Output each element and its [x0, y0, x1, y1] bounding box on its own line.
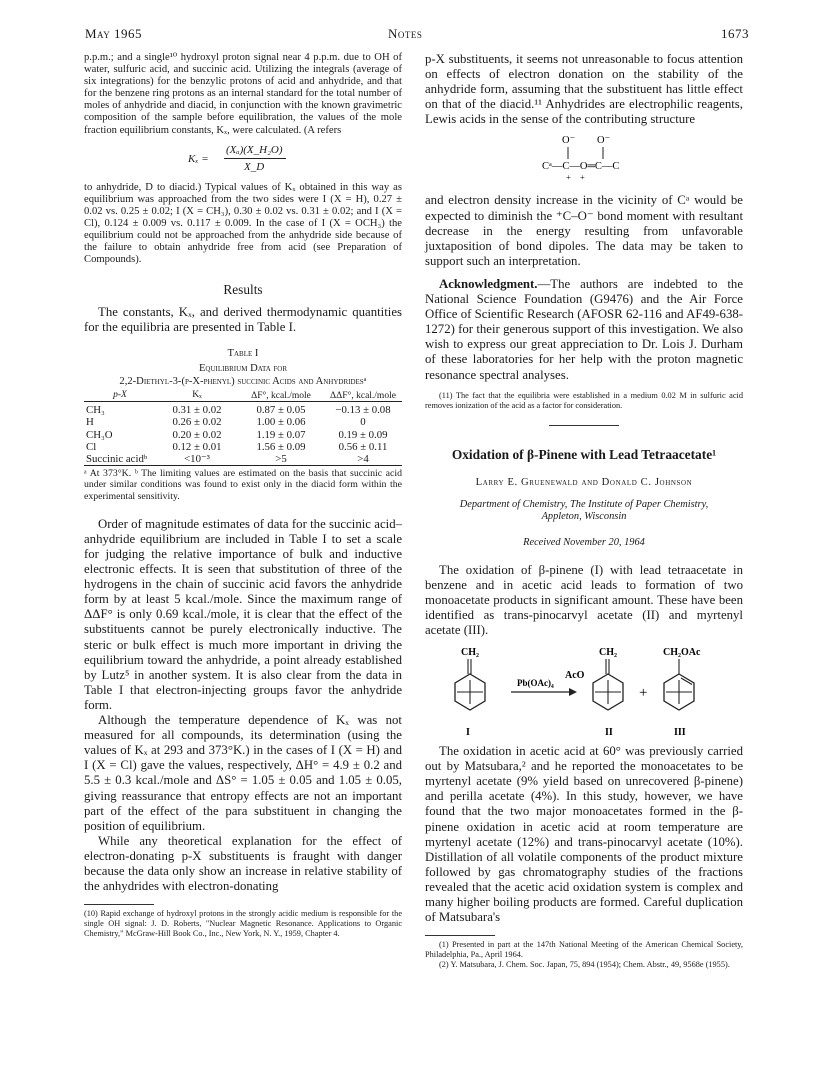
table-1 [84, 348, 402, 502]
right-paragraph-1: p-X substituents, it seems not unreasonable to focus attention on effects of electron donation on the stability of the anhydride form, assuming that the substituent has little effect on that of the diacid.¹¹ Anhydrides are electrophilic reagents, Lewis acids in the sense of the contributing structure [425, 52, 743, 127]
article-title: Oxidation of β-Pinene with Lead Tetraacetate¹ [451, 446, 717, 462]
table-1-grid [84, 389, 402, 468]
scheme-ch2-a: CH₂ [461, 647, 479, 659]
article-authors: Larry E. Gruenewald and Donald C. Johnson [475, 476, 693, 488]
left-paragraph-4: Order of magnitude estimates of data for the succinic acid–anhydride equilibrium are included in Table I to set a scale for judging the relative importance of bulk and inductive electronic effects. It is seen that substitution of three of the hydrogens in the chain of succinic acid favors the anhydride form by at least 5 kcal./mole. Since the maximum range of ΔΔF° is only 0.69 kcal./mole, it is clear that the effect of the substituents cannot be purely electronically inductive. The steric or bulk effect is much more important in driving the equilibrium toward the anhydride, a point already established by Lutz⁵ in another system. It is also clear from the data in Table I that electron-injecting groups favor the anhydride form. [84, 516, 402, 712]
right-column [425, 52, 743, 970]
contributing-structure-figure [425, 127, 743, 189]
left-paragraph-2: to anhydride, D to diacid.) Typical values of Kₓ obtained in this way as equilibrium was approached from the two sides were I (X = H), 0.27 ± 0.02 vs. 0.25 ± 0.02; I (X = CH₃), 0.30 ± 0.02 vs. 0.31 ± 0.02; and I (X = Cl), 0.124 ± 0.009 vs. 0.117 ± 0.009. In the case of I (X = OCH₃) the equilibrium could not be approached from the anhydride side because of the failure to obtain anhydride free from acid (see Preparation of Compounds). [84, 181, 402, 266]
table-header-cell: p-X [113, 390, 127, 400]
table-cell: 0.31 ± 0.02 [172, 404, 222, 417]
results-heading: Results [223, 282, 263, 298]
equation-denominator: X_D [244, 160, 265, 173]
table-header-cell: ΔF°, kcal./mole [251, 390, 311, 401]
table-row [84, 429, 402, 441]
received-date: Received November 20, 1964 [523, 536, 645, 548]
struct-plus-2: + [580, 172, 585, 183]
table-cell: CH₃ [86, 404, 105, 417]
scheme-label-ii: II [605, 727, 613, 739]
footnote-rule [84, 904, 154, 905]
table-row [84, 453, 402, 466]
struct-plus-1: + [566, 172, 571, 183]
right-paragraph-3: The oxidation of β-pinene (I) with lead tetraacetate in benzene and in acetic acid leads to formation of two monoacetate products in significant amount. These have been identified as trans-pinocarvyl acetate (II) and myrtenyl acetate (III). [425, 562, 743, 637]
struct-oxygen-1: O⁻ [562, 135, 576, 147]
table-cell: 1.00 ± 0.06 [256, 416, 306, 429]
reaction-scheme-figure [425, 642, 743, 742]
table-cell: 0.87 ± 0.05 [256, 404, 306, 417]
table-cell: <10⁻³ [184, 453, 210, 466]
fraction-bar [224, 158, 286, 159]
table-cell: 0.12 ± 0.01 [172, 440, 222, 453]
table-cell: 1.19 ± 0.07 [256, 428, 306, 441]
equation-lhs: Kₓ = [188, 152, 209, 165]
footnote-rule-right [425, 935, 495, 936]
scheme-plus: + [639, 685, 648, 702]
footnote-10: (10) Rapid exchange of hydroxyl protons in the strongly acidic medium is responsible for the single OH signal: J. D. Roberts, "Nuclear Magnetic Resonance. Applications to Organic Chemistry," McGraw-Hill Book Co., Inc., New York, N. Y., 1959, Chapter 4. [84, 909, 402, 939]
left-column [84, 52, 402, 939]
scheme-label-iii: III [674, 727, 686, 739]
left-paragraph-1: p.p.m.; and a single¹⁰ hydroxyl proton signal near 4 p.p.m. due to OH of water, sulfuric acid, and succinic acid. Utilizing the integrals (average of six integrations) for the benzylic protons of acid and anhydride, and that for the benzene ring protons as an internal standard for the total number of moles of anhydride and diacid, in conjunction with the known gravimetric composition of the sample before equilibration, the values of the mole fraction equilibrium constants, Kₓ, were calculated. (A refers [84, 52, 402, 136]
table-cell: 0.56 ± 0.11 [338, 440, 388, 453]
table-cell: CH₃O [86, 428, 113, 441]
table-label: Table I [227, 347, 259, 359]
table-header-cell: ΔΔF°, kcal./mole [330, 390, 396, 401]
table-cell: 0.20 ± 0.02 [172, 428, 222, 441]
table-cell: Succinic acidᵇ [86, 453, 148, 466]
left-paragraph-6: While any theoretical explanation for the effect of electron-donating p-X substituents is fraught with danger because the data only show an increase in relative stability of the anhydrides with electron-donating [84, 833, 402, 894]
table-row [84, 441, 402, 453]
table-title-line1: Equilibrium Data for [198, 363, 288, 374]
scheme-ch2oac: CH₂OAc [663, 647, 701, 659]
struct-oxygen-2: O⁻ [597, 135, 611, 147]
table-row [84, 416, 402, 428]
table-cell: −0.13 ± 0.08 [335, 404, 391, 417]
scheme-aco: AcO [565, 670, 585, 682]
table-title-line2: 2,2-Diethyl-3-(p-X-phenyl) succinic Acids and Anhydridesᵃ [119, 375, 367, 387]
struct-chain: Cᵃ—C—O═C—C [542, 161, 620, 173]
table-cell: 1.56 ± 0.09 [256, 440, 306, 453]
affiliation-line-2: Appleton, Wisconsin [541, 510, 627, 522]
table-cell: 0.19 ± 0.09 [338, 428, 388, 441]
footnote-2: (2) Y. Matsubara, J. Chem. Soc. Japan, 75, 894 (1954); Chem. Abstr., 49, 9568e (1955). [439, 960, 730, 970]
page-number: 1673 [721, 26, 749, 41]
table-cell: 0.26 ± 0.02 [172, 416, 222, 429]
running-header-date: May 1965 [85, 26, 142, 41]
table-cell: H [86, 416, 94, 429]
scheme-label-i: I [466, 727, 470, 739]
article-separator [549, 425, 619, 426]
table-row [84, 404, 402, 416]
acknowledgment-text: —The authors are indebted to the National Science Foundation (G9476) and the Air Force Office of Scientific Research (AFOSR 62-116 and AF49-638-1272) for their generous support of this investigation. We also wish to express our great appreciation to Dr. Lois J. Durham of these laboratories for her help with the proton magnetic resonance spectral analyses. [425, 276, 743, 382]
reaction-scheme [425, 642, 743, 742]
left-paragraph-5: Although the temperature dependence of Kₓ was not measured for all compounds, its determination (using the values of Kₓ at 293 and 373°K.) in the cases of I (X = H) and I (X = Cl) gave the values, respectively, ΔH° = 4.9 ± 0.2 and 5.5 ± 0.3 kcal./mole and ΔS° = 1.05 ± 0.05 and 1.05 ± 0.05, giving reassurance that entropy effects are not an important part of the effect of the para substituent in changing the position of equilibrium. [84, 713, 402, 833]
footnote-1: (1) Presented in part at the 147th National Meeting of the American Chemical Society, Philadelphia, Pa., April 1964. [425, 940, 743, 960]
table-cell: 0 [360, 416, 366, 429]
equilibrium-equation [84, 143, 402, 179]
scheme-reagent: Pb(OAc)₄ [517, 678, 554, 689]
table-cell: >5 [275, 453, 287, 466]
contributing-structure [425, 127, 743, 189]
table-cell: Cl [86, 440, 97, 453]
table-header-cell: Kₓ [192, 390, 202, 400]
right-paragraph-2: and electron density increase in the vicinity of Cᵃ would be expected to diminish the ⁺C–O⁻ bond moment with resultant decrease in the energy resulting from unfavorable juxtaposition of bond dipoles. The data may be taken to support such an interpretation. [425, 193, 743, 268]
table-cell: >4 [357, 453, 369, 466]
table-footnote: ᵃ At 373°K. ᵇ The limiting values are estimated on the basis that succinic acid under similar conditions was found to exist only in the diacid form within the experimental sensitivity. [84, 468, 402, 502]
equation-numerator: (Xₐ)(X_H₂O) [226, 143, 283, 156]
acknowledgment [425, 277, 743, 383]
left-paragraph-3: The constants, Kₓ, and derived thermodynamic quantities for the equilibria are presented in Table I. [84, 305, 402, 335]
acknowledgment-label: Acknowledgment. [439, 276, 538, 291]
footnote-11: (11) The fact that the equilibria were established in a medium 0.02 M in sulfuric acid removes ionization of the acid as a factor for consideration. [425, 390, 743, 410]
scheme-ch2-b: CH₂ [599, 647, 617, 659]
right-paragraph-4: The oxidation in acetic acid at 60° was previously carried out by Matsubara,² and he reported the monoacetates to be myrtenyl acetate (9% yield based on unrecovered β-pinene) and perilla acetate (4%). In this study, however, we have found that the two major monoacetates formed in the β-pinene oxidation in acetic acid at room temperature are myrtenyl acetate (12%) and trans-pinocarvyl acetate (10%). Distillation of all volatile components of the product mixture followed by gas chromatography studies of the fractions revealed that the acetic acid oxidation system is complex and many higher boiling products are formed. Careful duplication of Matsubara's [425, 744, 743, 925]
affiliation-line-1: Department of Chemistry, The Institute of Paper Chemistry, [459, 498, 709, 510]
running-header-section: Notes [388, 26, 423, 41]
